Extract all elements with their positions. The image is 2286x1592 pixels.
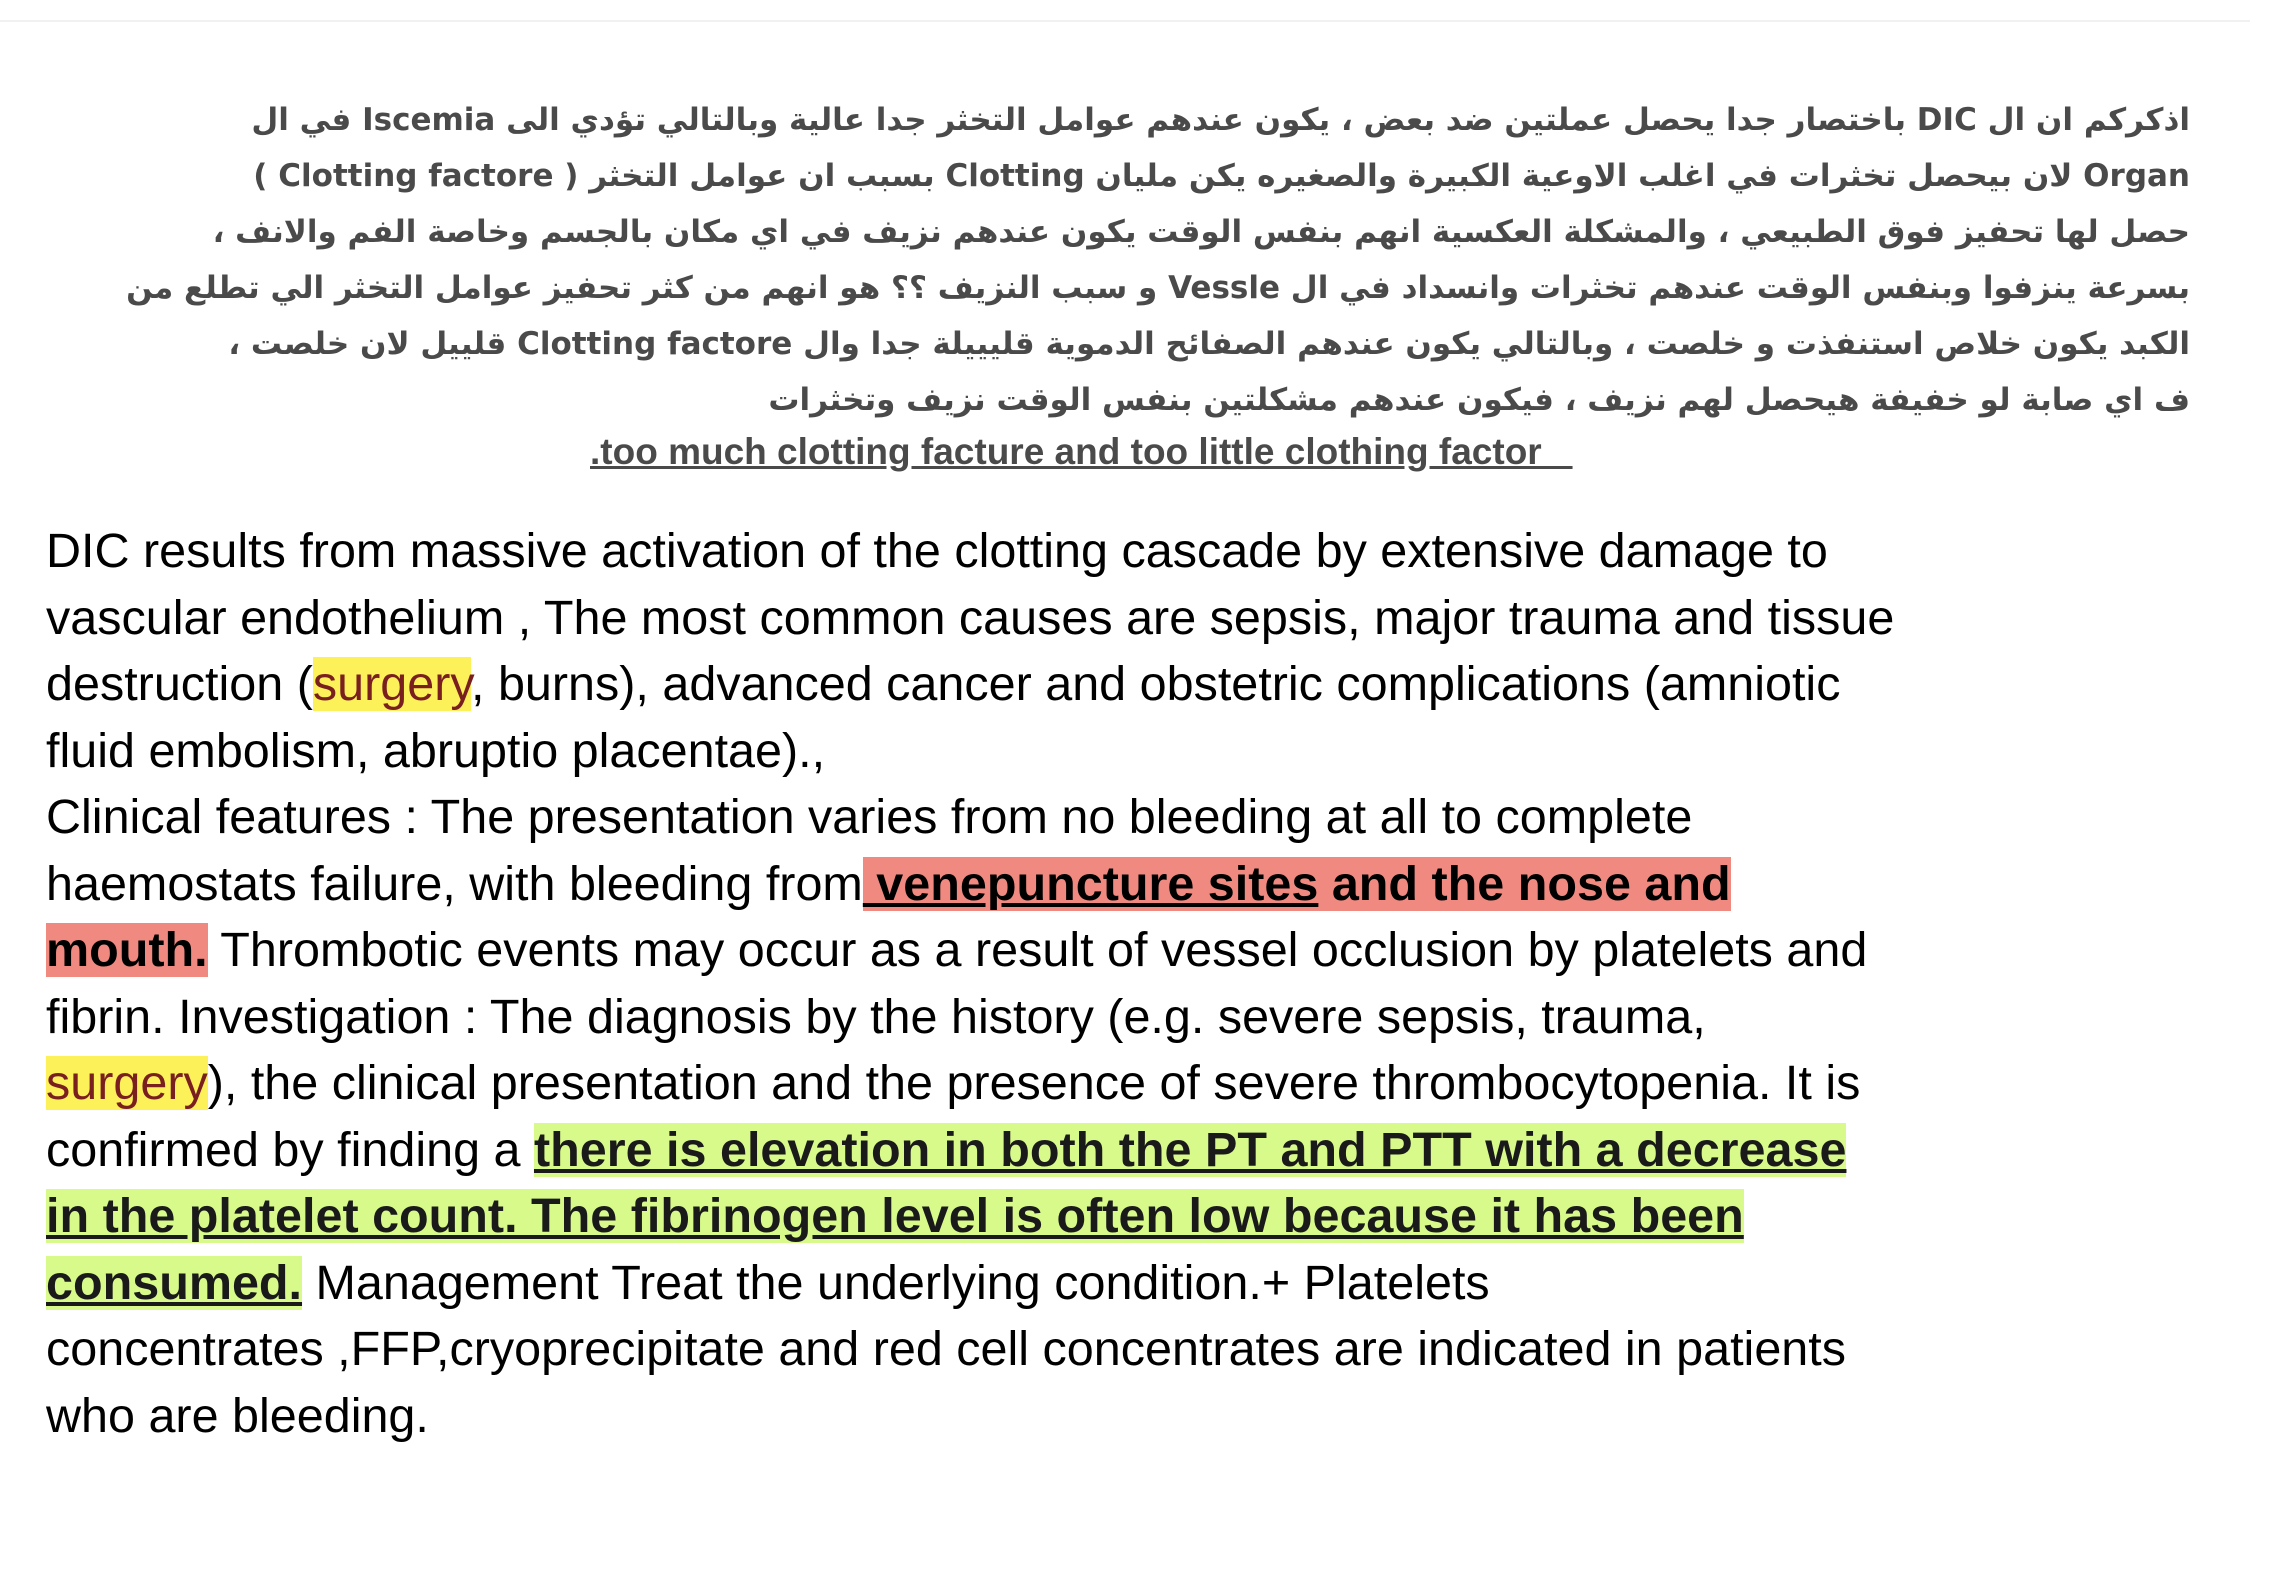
main-line-3 bbox=[46, 651, 2206, 718]
main-line-12 bbox=[46, 1250, 2206, 1317]
main-line-13: concentrates ,FFP,cryoprecipitate and red cell concentrates are indicated in patients bbox=[46, 1322, 1846, 1376]
main-line-5: Clinical features : The presentation varies from no bleeding at all to complete bbox=[46, 790, 1693, 844]
main-line-1: DIC results from massive activation of the clotting cascade by extensive damage to bbox=[46, 524, 1828, 578]
main-line-7 bbox=[46, 917, 2206, 984]
top-divider bbox=[0, 20, 2250, 22]
main-line-4: fluid embolism, abruptio placentae)., bbox=[46, 723, 826, 778]
main-paragraph bbox=[46, 518, 2206, 1449]
text-segment: , burns), advanced cancer and obstetric complications (amniotic bbox=[471, 657, 1841, 711]
venepuncture-text: venepuncture sites bbox=[862, 856, 1319, 911]
highlight-lab-findings-2: in the platelet count. The fibrinogen level is often low because it has been bbox=[46, 1189, 1744, 1243]
arabic-line-6: ف اي صابة لو خفيفة هيحصل لهم نزيف ، فيكون عندهم مشكلتين بنفس الوقت نزيف وتخثرات bbox=[768, 382, 2190, 418]
arabic-notes bbox=[60, 92, 2190, 428]
main-line-8: fibrin. Investigation : The diagnosis by the history (e.g. severe sepsis, trauma, bbox=[46, 989, 1706, 1044]
text-segment: Thrombotic events may occur as a result of vessel occlusion by platelets and bbox=[207, 923, 1868, 977]
main-line-6 bbox=[46, 851, 2206, 918]
main-line-2: vascular endothelium , The most common causes are sepsis, major trauma and tissue bbox=[46, 590, 1895, 645]
main-line-14: who are bleeding. bbox=[46, 1388, 429, 1443]
highlight-bleeding-sites bbox=[863, 857, 1731, 911]
text-segment: destruction ( bbox=[46, 657, 313, 711]
arabic-line-5: الكبد يكون خلاص استنفذت و خلصت ، وبالتالي يكون عندهم الصفائح الدموية قليييلة جدا وال Clotting factore قلييل لان خلصت ، bbox=[228, 326, 2190, 362]
arabic-line-4: بسرعة ينزفوا وبنفس الوقت عندهم تخثرات وانسداد في ال Vessle و سبب النزيف ؟؟ هو انهم من كثر تحفيز عوامل التخثر الي تطلع من bbox=[126, 270, 2190, 306]
english-summary: .too much clotting facture and too little clothing factor bbox=[590, 431, 1573, 472]
highlight-lab-findings-3: consumed. bbox=[46, 1255, 303, 1310]
nose-text: and the nose and bbox=[1318, 856, 1731, 911]
main-line-11 bbox=[46, 1183, 2206, 1250]
main-line-9 bbox=[46, 1050, 2206, 1117]
main-line-10 bbox=[46, 1117, 2206, 1184]
text-segment: confirmed by finding a bbox=[46, 1122, 534, 1177]
text-segment: haemostats failure, with bleeding from bbox=[46, 856, 863, 911]
highlight-surgery-1: surgery bbox=[312, 657, 471, 711]
highlight-surgery-2: surgery bbox=[46, 1056, 208, 1110]
text-segment: Management Treat the underlying condition.+ Platelets bbox=[302, 1255, 1490, 1310]
text-segment: ), the clinical presentation and the presence of severe thrombocytopenia. It is bbox=[207, 1056, 1861, 1110]
arabic-line-3: حصل لها تحفيز فوق الطبيعي ، والمشكلة العكسية انهم بنفس الوقت يكون عندهم نزيف في اي مكان بالجسم وخاصة الفم والانف ، bbox=[212, 214, 2190, 250]
highlight-mouth: mouth. bbox=[46, 923, 208, 977]
arabic-line-1: اذكركم ان ال DIC باختصار جدا يحصل عملتين ضد بعض ، يكون عندهم عوامل التخثر جدا عالية وبالتالي تؤدي الى Iscemia في ال bbox=[251, 102, 2190, 138]
highlight-lab-findings-1: there is elevation in both the PT and PTT with a decrease bbox=[533, 1122, 1847, 1177]
arabic-line-2: Organ لان بيحصل تخثرات في اغلب الاوعية الكبيرة والصغيره يكن مليان Clotting بسبب ان عوامل التخثر ( Clotting factore ) bbox=[253, 158, 2190, 194]
